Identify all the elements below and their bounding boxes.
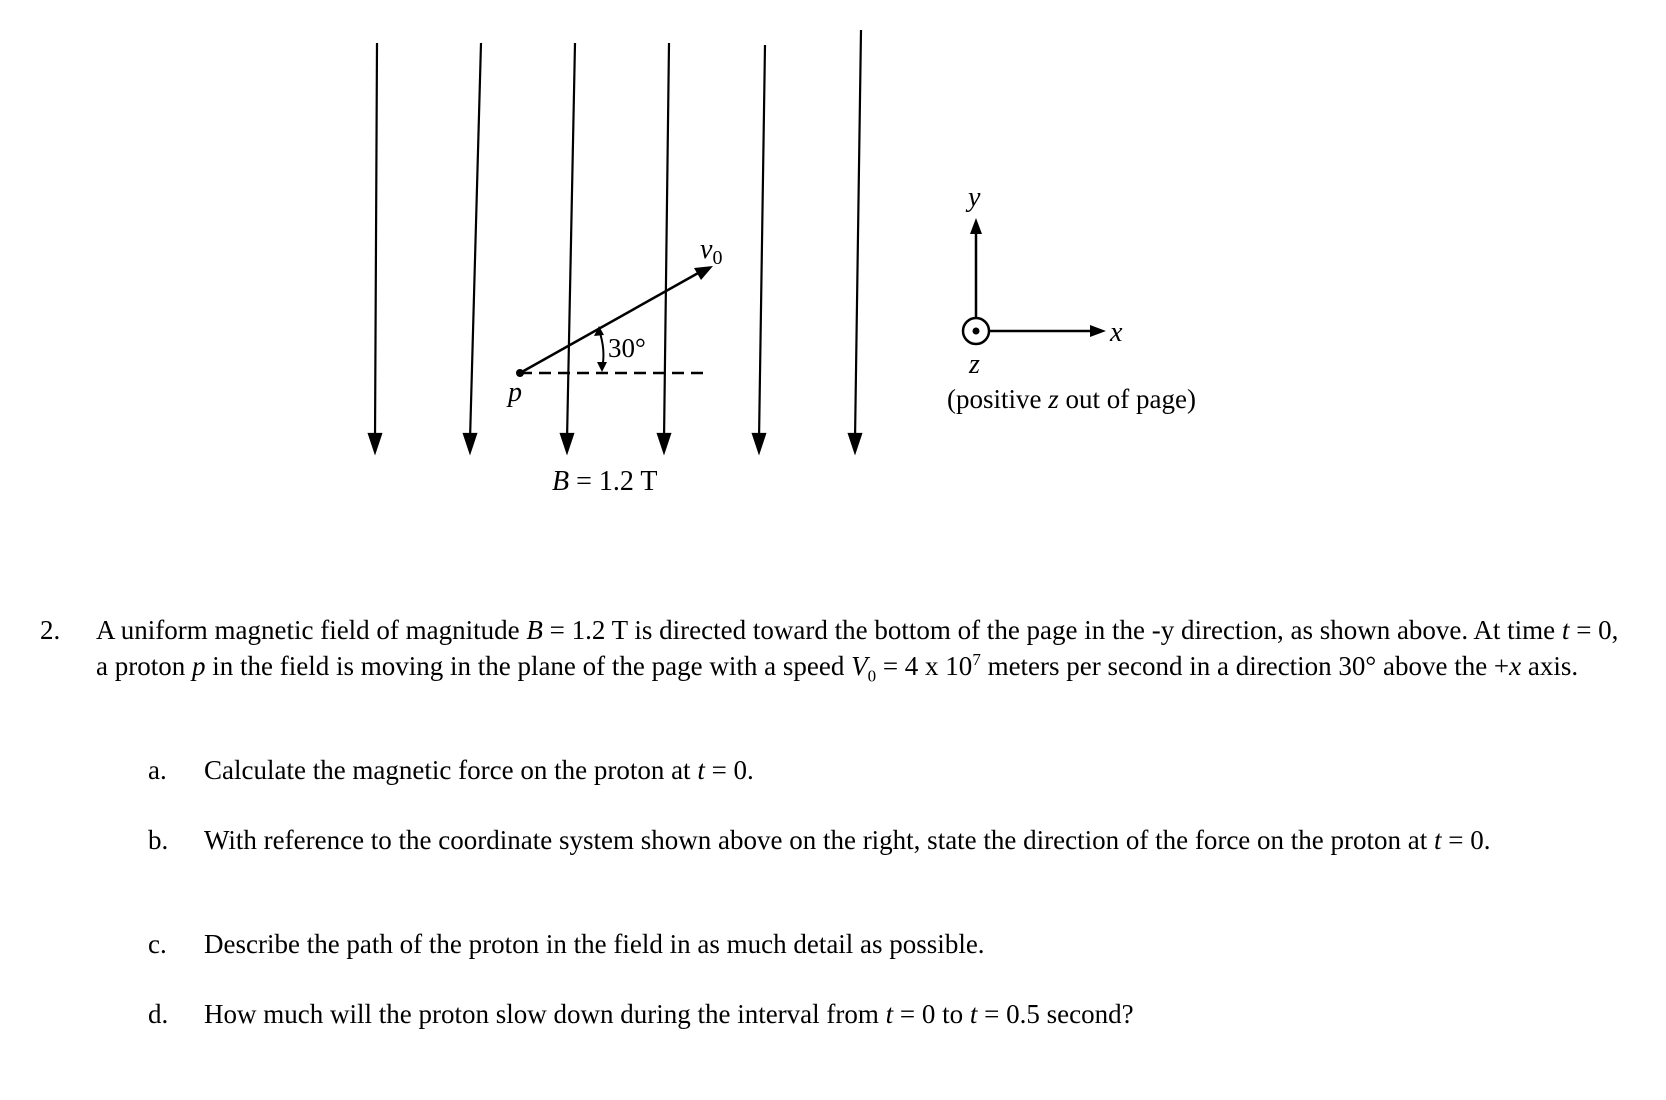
part-letter: c. bbox=[148, 929, 167, 959]
proton-label: p bbox=[508, 377, 522, 408]
field-line bbox=[567, 43, 575, 440]
angle-label: 30° bbox=[608, 333, 646, 363]
z-axis-note: (positive z out of page) bbox=[947, 384, 1196, 414]
proton-dot bbox=[516, 369, 524, 377]
velocity-label: $v_0$ bbox=[700, 234, 723, 269]
field-arrowhead bbox=[753, 434, 765, 452]
field-lines bbox=[369, 30, 861, 452]
field-line bbox=[664, 43, 669, 440]
part-text: Describe the path of the proton in the field in as much detail as possible. bbox=[204, 929, 985, 959]
part-letter: a. bbox=[148, 755, 167, 785]
part-text: Calculate the magnetic force on the proton at t = 0. bbox=[204, 755, 754, 785]
part-letter: b. bbox=[148, 825, 169, 855]
x-axis-label: x bbox=[1110, 317, 1123, 348]
angle-arrowhead-bottom bbox=[597, 362, 607, 372]
y-axis-label: y bbox=[968, 182, 981, 213]
z-axis-label: z bbox=[969, 349, 980, 380]
coordinate-axes bbox=[963, 232, 1090, 344]
field-line bbox=[470, 43, 481, 440]
field-line bbox=[855, 30, 861, 440]
field-line bbox=[759, 45, 765, 440]
part-text: With reference to the coordinate system shown above on the right, state the direction of the force on the proton at t = 0. bbox=[204, 825, 1491, 855]
field-magnitude-label: B = 1.2 T bbox=[552, 466, 658, 497]
field-arrowhead bbox=[464, 434, 476, 452]
part-letter: d. bbox=[148, 999, 169, 1029]
z-axis-dot bbox=[973, 328, 980, 335]
field-arrowhead bbox=[658, 434, 670, 452]
field-line bbox=[375, 43, 377, 440]
field-arrowhead bbox=[369, 434, 381, 452]
question-stem: A uniform magnetic field of magnitude B = 1.2 T is directed toward the bottom of the page in the -y direction, as shown above. At time t = 0, a proton p in the field is moving in the plane of the page with a speed $V_0 = 4$ x $10^7$ meters per second in a direction 30° above the +x axis. bbox=[96, 615, 1619, 686]
y-axis-arrowhead bbox=[970, 218, 982, 234]
x-axis-arrowhead bbox=[1090, 325, 1106, 337]
part-text: How much will the proton slow down during the interval from t = 0 to t = 0.5 second? bbox=[204, 999, 1134, 1029]
field-arrowhead bbox=[849, 434, 861, 452]
question-number: 2. bbox=[40, 615, 61, 645]
field-arrowhead bbox=[561, 434, 573, 452]
